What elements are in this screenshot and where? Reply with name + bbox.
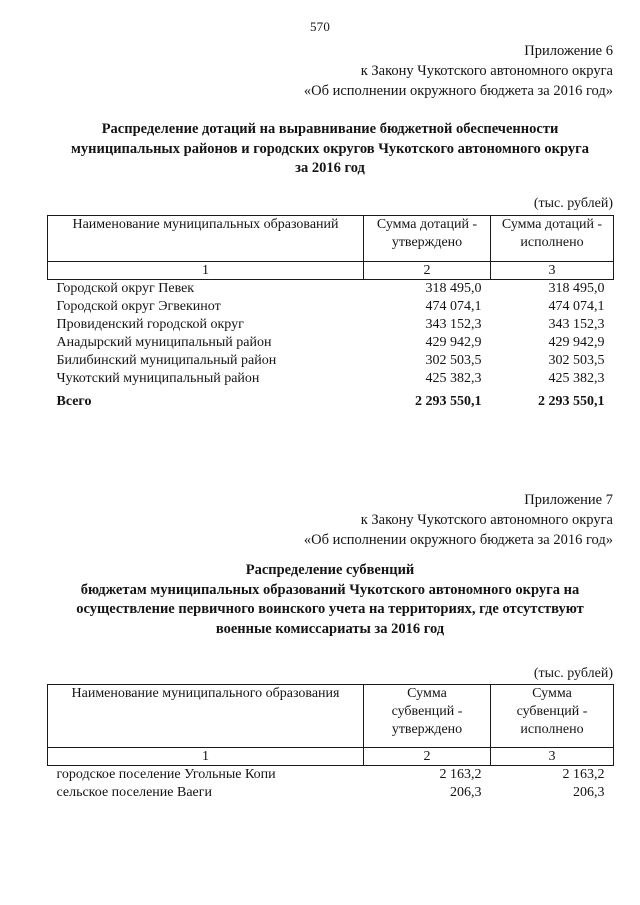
section-title-2-line-1: Распределение субвенций bbox=[245, 562, 415, 578]
table-2-header-name: Наименование муниципального образования bbox=[48, 685, 364, 748]
table-1-total-label: Всего bbox=[56, 394, 92, 409]
page-number: 570 bbox=[309, 19, 331, 34]
appendix-6-line-2: к Закону Чукотского автономного округа bbox=[360, 63, 613, 79]
appendix-7-reference bbox=[304, 490, 613, 550]
table-2-header-executed-line-1: Сумма bbox=[532, 686, 572, 701]
table-1-colnum-3: 3 bbox=[491, 262, 614, 280]
section-title-2 bbox=[47, 561, 613, 639]
table-1-header-executed bbox=[491, 216, 614, 262]
table-2-row-0-executed: 2 163,2 bbox=[562, 767, 605, 782]
table-1-total-row bbox=[48, 388, 614, 411]
table-2-header-row bbox=[48, 685, 614, 748]
section-title-2-line-3: осуществление первичного воинского учета на территориях, где отсутствуют bbox=[76, 601, 584, 617]
table-1-header-executed-line-2: исполнено bbox=[520, 235, 584, 250]
table-1-row-3-name: Анадырский муниципальный район bbox=[56, 335, 272, 350]
appendix-7-line-3: «Об исполнении окружного бюджета за 2016 год» bbox=[303, 532, 613, 548]
table-2-row-1-executed: 206,3 bbox=[573, 785, 605, 800]
table-2-colnum-1: 1 bbox=[48, 748, 364, 766]
section-title-2-line-2: бюджетам муниципальных образований Чукотского автономного округа на bbox=[80, 581, 580, 598]
table-1-number-row bbox=[48, 262, 614, 280]
table-1-units-label: (тыс. рублей) bbox=[533, 196, 613, 211]
table-2-header-approved-line-2: субвенций - bbox=[391, 704, 463, 719]
appendix-6-line-3: «Об исполнении окружного бюджета за 2016 год» bbox=[303, 83, 613, 99]
table-2-header-approved-line-1: Сумма bbox=[407, 686, 447, 701]
table-1-total-approved: 2 293 550,1 bbox=[415, 394, 482, 409]
table-1-row-2-name: Провиденский городской округ bbox=[56, 317, 244, 332]
section-title-1-line-2: муниципальных районов и городских округов Чукотского автономного округа bbox=[71, 140, 589, 157]
table-1-row-2-executed: 343 152,3 bbox=[548, 317, 605, 332]
appendix-7-line-2: к Закону Чукотского автономного округа bbox=[360, 512, 613, 528]
table-1-row-5-approved: 425 382,3 bbox=[425, 371, 482, 386]
section-title-1-line-3: за 2016 год bbox=[295, 160, 365, 176]
table-1-header-approved-line-2: утверждено bbox=[391, 235, 463, 250]
table-2-header-executed-line-2: субвенций - bbox=[516, 704, 588, 719]
table-1-row-4-approved: 302 503,5 bbox=[425, 353, 482, 368]
table-1-row-0-executed: 318 495,0 bbox=[548, 281, 605, 296]
table-row bbox=[48, 784, 614, 802]
appendix-7-line-1: Приложение 7 bbox=[524, 492, 613, 508]
table-row bbox=[48, 352, 614, 370]
table-1-row-2-approved: 343 152,3 bbox=[425, 317, 482, 332]
table-1-row-5-executed: 425 382,3 bbox=[548, 371, 605, 386]
table-1-colnum-1: 1 bbox=[48, 262, 364, 280]
table-2-number-row bbox=[48, 748, 614, 766]
table-1-row-4-name: Билибинский муниципальный район bbox=[56, 353, 277, 368]
table-2-header-executed-line-3: исполнено bbox=[520, 722, 584, 737]
table-1-row-3-executed: 429 942,9 bbox=[548, 335, 605, 350]
table-1-colnum-2: 2 bbox=[364, 262, 491, 280]
appendix-6-reference bbox=[304, 41, 613, 101]
section-title-1 bbox=[47, 120, 613, 179]
table-1-body bbox=[48, 280, 614, 412]
table-1-row-4-executed: 302 503,5 bbox=[548, 353, 605, 368]
table-2-colnum-3: 3 bbox=[491, 748, 614, 766]
table-1-header-row bbox=[48, 216, 614, 262]
table-2-units-label: (тыс. рублей) bbox=[533, 666, 613, 681]
table-2-row-0-approved: 2 163,2 bbox=[439, 767, 482, 782]
table-1-header-approved bbox=[364, 216, 491, 262]
table-2-header-approved-line-3: утверждено bbox=[391, 722, 463, 737]
section-title-2-line-4: военные комиссариаты за 2016 год bbox=[215, 620, 445, 637]
table-1-row-0-approved: 318 495,0 bbox=[425, 281, 482, 296]
table-1-row-1-name: Городской округ Эгвекинот bbox=[56, 299, 221, 314]
table-1-row-3-approved: 429 942,9 bbox=[425, 335, 482, 350]
table-1-row-1-approved: 474 074,1 bbox=[425, 299, 482, 314]
dotations-table bbox=[47, 215, 614, 411]
appendix-6-line-1: Приложение 6 bbox=[524, 43, 613, 59]
table-row bbox=[48, 280, 614, 299]
table-1-header-executed-line-1: Сумма дотаций - bbox=[501, 217, 603, 232]
table-2-row-0-name: городское поселение Угольные Копи bbox=[56, 767, 276, 782]
table-row bbox=[48, 370, 614, 388]
table-row bbox=[48, 334, 614, 352]
table-1-row-1-executed: 474 074,1 bbox=[548, 299, 605, 314]
table-2-header-executed bbox=[491, 685, 614, 748]
table-1-total-executed: 2 293 550,1 bbox=[538, 394, 605, 409]
table-2-body bbox=[48, 766, 614, 803]
table-1-header-approved-line-1: Сумма дотаций - bbox=[376, 217, 478, 232]
section-title-1-line-1: Распределение дотаций на выравнивание бюджетной обеспеченности bbox=[101, 121, 559, 137]
table-row bbox=[48, 766, 614, 785]
table-row bbox=[48, 316, 614, 334]
table-1-header-name: Наименование муниципальных образований bbox=[48, 216, 364, 262]
table-2-colnum-2: 2 bbox=[364, 748, 491, 766]
table-2-row-1-name: сельское поселение Ваеги bbox=[56, 785, 212, 800]
table-1-row-0-name: Городской округ Певек bbox=[56, 281, 195, 296]
subventions-table bbox=[47, 684, 614, 802]
table-row bbox=[48, 298, 614, 316]
table-2-header-approved bbox=[364, 685, 491, 748]
table-2-row-1-approved: 206,3 bbox=[450, 785, 482, 800]
table-1-row-5-name: Чукотский муниципальный район bbox=[56, 371, 260, 386]
